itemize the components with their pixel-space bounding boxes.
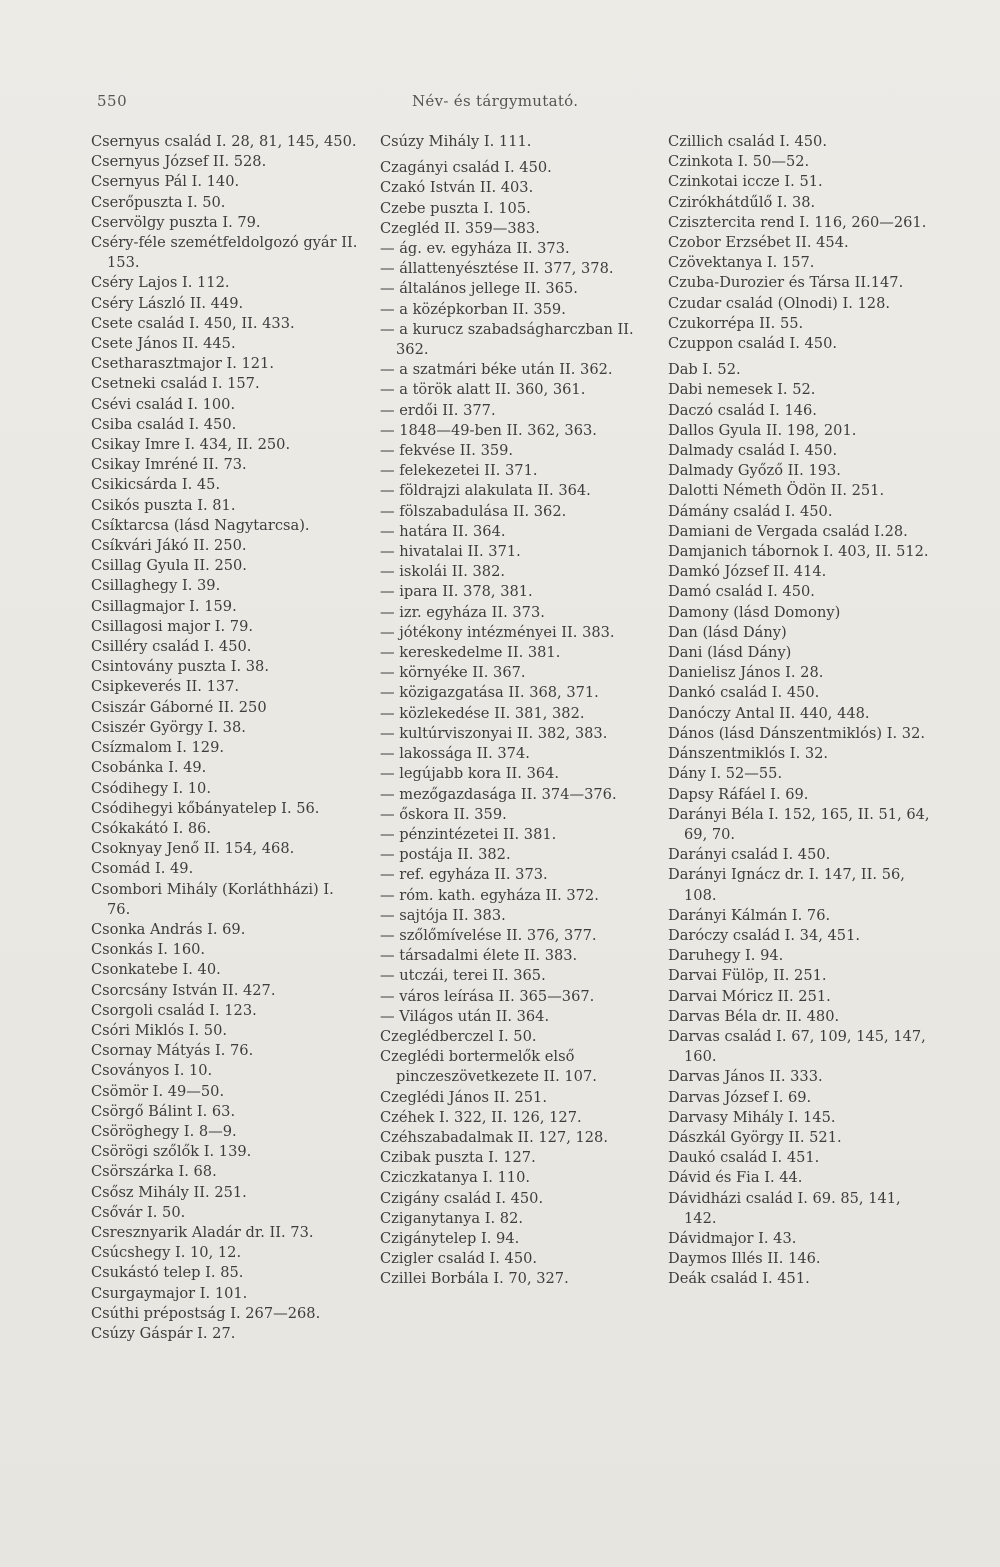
index-entry: Csernyus József II. 528. [91,153,267,171]
index-entry: Czillich család I. 450. [668,133,827,150]
index-entry: Csúthi prépostság I. 267—268. [91,1304,321,1322]
index-entry: Csetneki család I. 157. [91,375,260,393]
index-entry: Csúzy Mihály I. 111. [380,133,532,150]
index-entry: Daróczy család I. 34, 451. [668,926,861,944]
index-entry: Czagányi család I. 450. [380,159,552,177]
index-entry: Czuppon család I. 450. [668,335,838,353]
index-entry: Csővár I. 50. [91,1203,186,1221]
index-entry: Dávidházi család I. 69. 85, 141, 142. [668,1189,901,1227]
index-entry: Csipkeverés II. 137. [91,678,240,696]
index-entry: Dászkál György II. 521. [668,1128,842,1146]
index-entry: Csörszárka I. 68. [91,1163,217,1181]
index-entry: Csikay Imre I. 434, II. 250. [91,436,291,454]
index-entry: Czéhszabadalmak II. 127, 128. [380,1128,608,1146]
index-entry: Czigány család I. 450. [380,1189,544,1207]
index-entry: Darvai Móricz II. 251. [668,987,831,1005]
index-entry: Csévi család I. 100. [91,395,236,413]
index-entry: — fölszabadulása II. 362. [380,502,567,520]
index-entry: Dánszentmiklós I. 32. [668,745,829,763]
index-entry: Darvasy Mihály I. 145. [668,1108,836,1126]
index-entry: Czuba-Durozier és Társa II.147. [668,274,904,292]
index-entry: Csóri Miklós I. 50. [91,1021,228,1039]
index-entry: Dabi nemesek I. 52. [668,381,816,399]
index-entry: Csorgoli család I. 123. [91,1001,257,1019]
index-column-3 [668,132,936,1290]
index-entry: Czinkotai iccze I. 51. [668,173,823,191]
index-entry: Dalmady Győző II. 193. [668,462,841,480]
index-entry: — Világos után II. 364. [380,1007,550,1025]
index-entry: Damony (lásd Domony) [668,603,841,621]
index-entry: Cséry-féle szemétfeldolgozó gyár II. 153. [91,234,358,272]
index-entry: Czudar család (Olnodi) I. 128. [668,294,891,312]
index-entry: Darvas Béla dr. II. 480. [668,1007,840,1025]
index-entry: Csilléry család I. 450. [91,638,252,656]
index-entry: Csörögi szőlők I. 139. [91,1143,252,1161]
index-entry: Cziganytanya I. 82. [380,1209,524,1227]
index-entry: — a szatmári béke után II. 362. [380,361,613,379]
index-entry: Dankó család I. 450. [668,684,820,702]
index-entry: Czigler család I. 450. [380,1250,538,1268]
index-entry: Damjanich tábornok I. 403, II. 512. [668,543,929,561]
index-entry: Danielisz János I. 28. [668,664,824,682]
index-entry: Csorcsány István II. 427. [91,981,276,999]
index-column-2 [380,132,648,1290]
index-entry: Dab I. 52. [668,361,741,379]
index-entry: Daruhegy I. 94. [668,947,784,965]
index-entry: Csernyus Pál I. 140. [91,173,240,191]
index-entry: — postája II. 382. [380,846,511,864]
index-entry: — földrajzi alakulata II. 364. [380,482,591,500]
index-entry: Dalotti Németh Ödön II. 251. [668,482,885,500]
index-entry: Dallos Gyula II. 198, 201. [668,421,857,439]
index-entry: Daczó család I. 146. [668,401,817,419]
index-entry: — róm. kath. egyháza II. 372. [380,886,599,904]
index-entry: — szőlőmívelése II. 376, 377. [380,926,597,944]
index-entry: Csikicsárda I. 45. [91,476,221,494]
index-entry: Csömör I. 49—50. [91,1082,225,1100]
index-entry: Darányi Kálmán I. 76. [668,906,831,924]
index-entry: — felekezetei II. 371. [380,462,538,480]
index-entry: — jótékony intézményei II. 383. [380,623,615,641]
index-entry: — legújabb kora II. 364. [380,765,560,783]
index-entry: Csetharasztmajor I. 121. [91,355,274,373]
index-entry: Czebe puszta I. 105. [380,199,531,217]
index-entry: Csúzy Gáspár I. 27. [91,1324,236,1342]
index-entry: Darvas József I. 69. [668,1088,812,1106]
index-entry: Czobor Erzsébet II. 454. [668,234,849,252]
index-entry: Dapsy Ráfáel I. 69. [668,785,809,803]
index-entry: Csiszár Gáborné II. 250 [91,698,267,716]
index-entry: Damkó József II. 414. [668,563,827,581]
index-entry: — kultúrviszonyai II. 382, 383. [380,724,608,742]
index-entry: Dan (lásd Dány) [668,623,787,641]
index-entry: Csókakátó I. 86. [91,819,212,837]
index-entry: Czakó István II. 403. [380,179,534,197]
index-entry: Czisztercita rend I. 116, 260—261. [668,213,927,231]
index-entry: Cserőpuszta I. 50. [91,193,226,211]
index-entry: Darányi Ignácz dr. I. 147, II. 56, 108. [668,866,905,904]
index-entry: — erdői II. 377. [380,401,496,419]
running-title: Név- és tárgymutató. [412,92,579,110]
index-entry: Csurgaymajor I. 101. [91,1284,248,1302]
index-entry: Damó család I. 450. [668,583,815,601]
index-entry: — lakossága II. 374. [380,745,530,763]
index-entry: Csódihegy I. 10. [91,779,211,797]
index-entry: Danóczy Antal II. 440, 448. [668,704,870,722]
index-entry: Czegléd II. 359—383. [380,219,540,237]
index-entry: Csillagosi major I. 79. [91,617,253,635]
index-entry: Darvas család I. 67, 109, 145, 147, 160. [668,1027,926,1066]
index-entry: Daymos Illés II. 146. [668,1250,821,1268]
index-entry: Darvas János II. 333. [668,1068,823,1086]
index-entry: Csikós puszta I. 81. [91,496,236,514]
index-entry: Csomád I. 49. [91,860,194,878]
index-entry: Darányi család I. 450. [668,846,831,864]
index-entry: Dalmady család I. 450. [668,442,838,460]
index-entry: Csonkás I. 160. [91,941,206,959]
index-entry: Csódihegyi kőbányatelep I. 56. [91,799,320,817]
index-entry: Czinkota I. 50—52. [668,153,810,171]
index-entry: Czéhek I. 322, II. 126, 127. [380,1108,582,1126]
index-entry: Csresznyarik Aladár dr. II. 73. [91,1223,314,1241]
index-entry: Csombori Mihály (Korláthházi) I. 76. [91,880,334,918]
index-entry: Csonkatebe I. 40. [91,961,221,979]
index-entry: Csiszér György I. 38. [91,718,246,736]
index-entry: — határa II. 364. [380,522,506,540]
index-entry: Csöröghegy I. 8—9. [91,1122,237,1140]
index-entry: Dávid és Fia I. 44. [668,1169,803,1187]
index-entry: Csúcshegy I. 10, 12. [91,1244,242,1262]
index-entry: — állattenyésztése II. 377, 378. [380,260,614,278]
index-column-1 [91,132,359,1344]
index-entry: — a középkorban II. 359. [380,300,566,318]
index-entry: Darányi Béla I. 152, 165, II. 51, 64, 69, 70. [668,805,930,843]
index-entry: Csobánka I. 49. [91,759,207,777]
index-entry: — sajtója II. 383. [380,906,506,924]
index-entry: — ref. egyháza II. 373. [380,866,548,884]
index-entry: Czeglédi János II. 251. [380,1088,547,1106]
index-entry: Csornay Mátyás I. 76. [91,1042,254,1060]
index-entry: Csíkvári Jákó II. 250. [91,537,247,555]
index-entry: Csörgő Bálint I. 63. [91,1102,236,1120]
index-entry: — kereskedelme II. 381. [380,644,561,662]
index-entry: Deák család I. 451. [668,1270,810,1288]
index-entry: Darvai Fülöp, II. 251. [668,967,827,985]
index-entry: Csete család I. 450, II. 433. [91,314,295,332]
index-entry: Cséry László II. 449. [91,294,244,312]
index-entry: — fekvése II. 359. [380,442,514,460]
index-entry: Czigánytelep I. 94. [380,1229,520,1247]
page-number: 550 [97,92,128,110]
index-entry: Csillaghegy I. 39. [91,577,221,595]
page-header [0,92,1000,116]
index-entry: Czibak puszta I. 127. [380,1149,536,1167]
index-entry: Csízmalom I. 129. [91,739,225,757]
index-entry: — őskora II. 359. [380,805,507,823]
index-entry: Csukástó telep I. 85. [91,1264,244,1282]
index-entry: Czövektanya I. 157. [668,254,815,272]
index-entry: — mezőgazdasága II. 374—376. [380,785,617,803]
index-entry: — iskolái II. 382. [380,563,505,581]
index-entry: Dani (lásd Dány) [668,644,792,662]
index-entry: Czeglédberczel I. 50. [380,1027,537,1045]
index-entry: Dány I. 52—55. [668,765,783,783]
index-entry: Czukorrépa II. 55. [668,314,804,332]
index-entry: Csoknyay Jenő II. 154, 468. [91,840,295,858]
index-entry: — közigazgatása II. 368, 371. [380,684,599,702]
index-entry: Czirókhátdűlő I. 38. [668,193,816,211]
index-entry: Csintovány puszta I. 38. [91,658,269,676]
index-entry: — közlekedése II. 381, 382. [380,704,585,722]
index-entry: Dávidmajor I. 43. [668,1229,797,1247]
index-entry: Csikay Imréné II. 73. [91,456,247,474]
index-entry: Damiani de Vergada család I.28. [668,522,908,540]
index-entry: Csernyus család I. 28, 81, 145, 450. [91,133,357,150]
index-entry: — utczái, terei II. 365. [380,967,546,985]
index-entry: Czillei Borbála I. 70, 327. [380,1270,569,1288]
index-entry: Csete János II. 445. [91,335,236,353]
index-entry: Csoványos I. 10. [91,1062,213,1080]
index-entry: Dános (lásd Dánszentmiklós) I. 32. [668,724,926,742]
index-entry: — környéke II. 367. [380,664,526,682]
index-entry: — ág. ev. egyháza II. 373. [380,240,570,258]
index-entry: Daukó család I. 451. [668,1149,820,1167]
index-entry: — a kurucz szabadságharczban II. 362. [380,320,634,359]
index-entry: Dámány család I. 450. [668,502,833,520]
index-entry: Csillag Gyula II. 250. [91,557,247,575]
index-entry: Cziczkatanya I. 110. [380,1169,531,1187]
index-entry: Csonka András I. 69. [91,920,246,938]
index-entry: Csíktarcsa (lásd Nagytarcsa). [91,516,310,534]
index-entry: Czeglédi bortermelők első pinczeszövetkezete II. 107. [380,1048,597,1086]
index-entry: — általános jellege II. 365. [380,280,578,298]
index-entry: Csiba család I. 450. [91,415,237,433]
index-entry: — város leírása II. 365—367. [380,987,595,1005]
index-entry: Csősz Mihály II. 251. [91,1183,247,1201]
index-entry: — pénzintézetei II. 381. [380,825,557,843]
index-entry: — ipara II. 378, 381. [380,583,533,601]
index-entry: — a török alatt II. 360, 361. [380,381,586,399]
index-entry: — izr. egyháza II. 373. [380,603,545,621]
index-entry: — hivatalai II. 371. [380,543,521,561]
index-entry: — társadalmi élete II. 383. [380,947,578,965]
index-entry: Csillagmajor I. 159. [91,597,237,615]
index-entry: — 1848—49-ben II. 362, 363. [380,421,597,439]
index-entry: Cséry Lajos I. 112. [91,274,230,292]
index-entry: Cservölgy puszta I. 79. [91,213,261,231]
